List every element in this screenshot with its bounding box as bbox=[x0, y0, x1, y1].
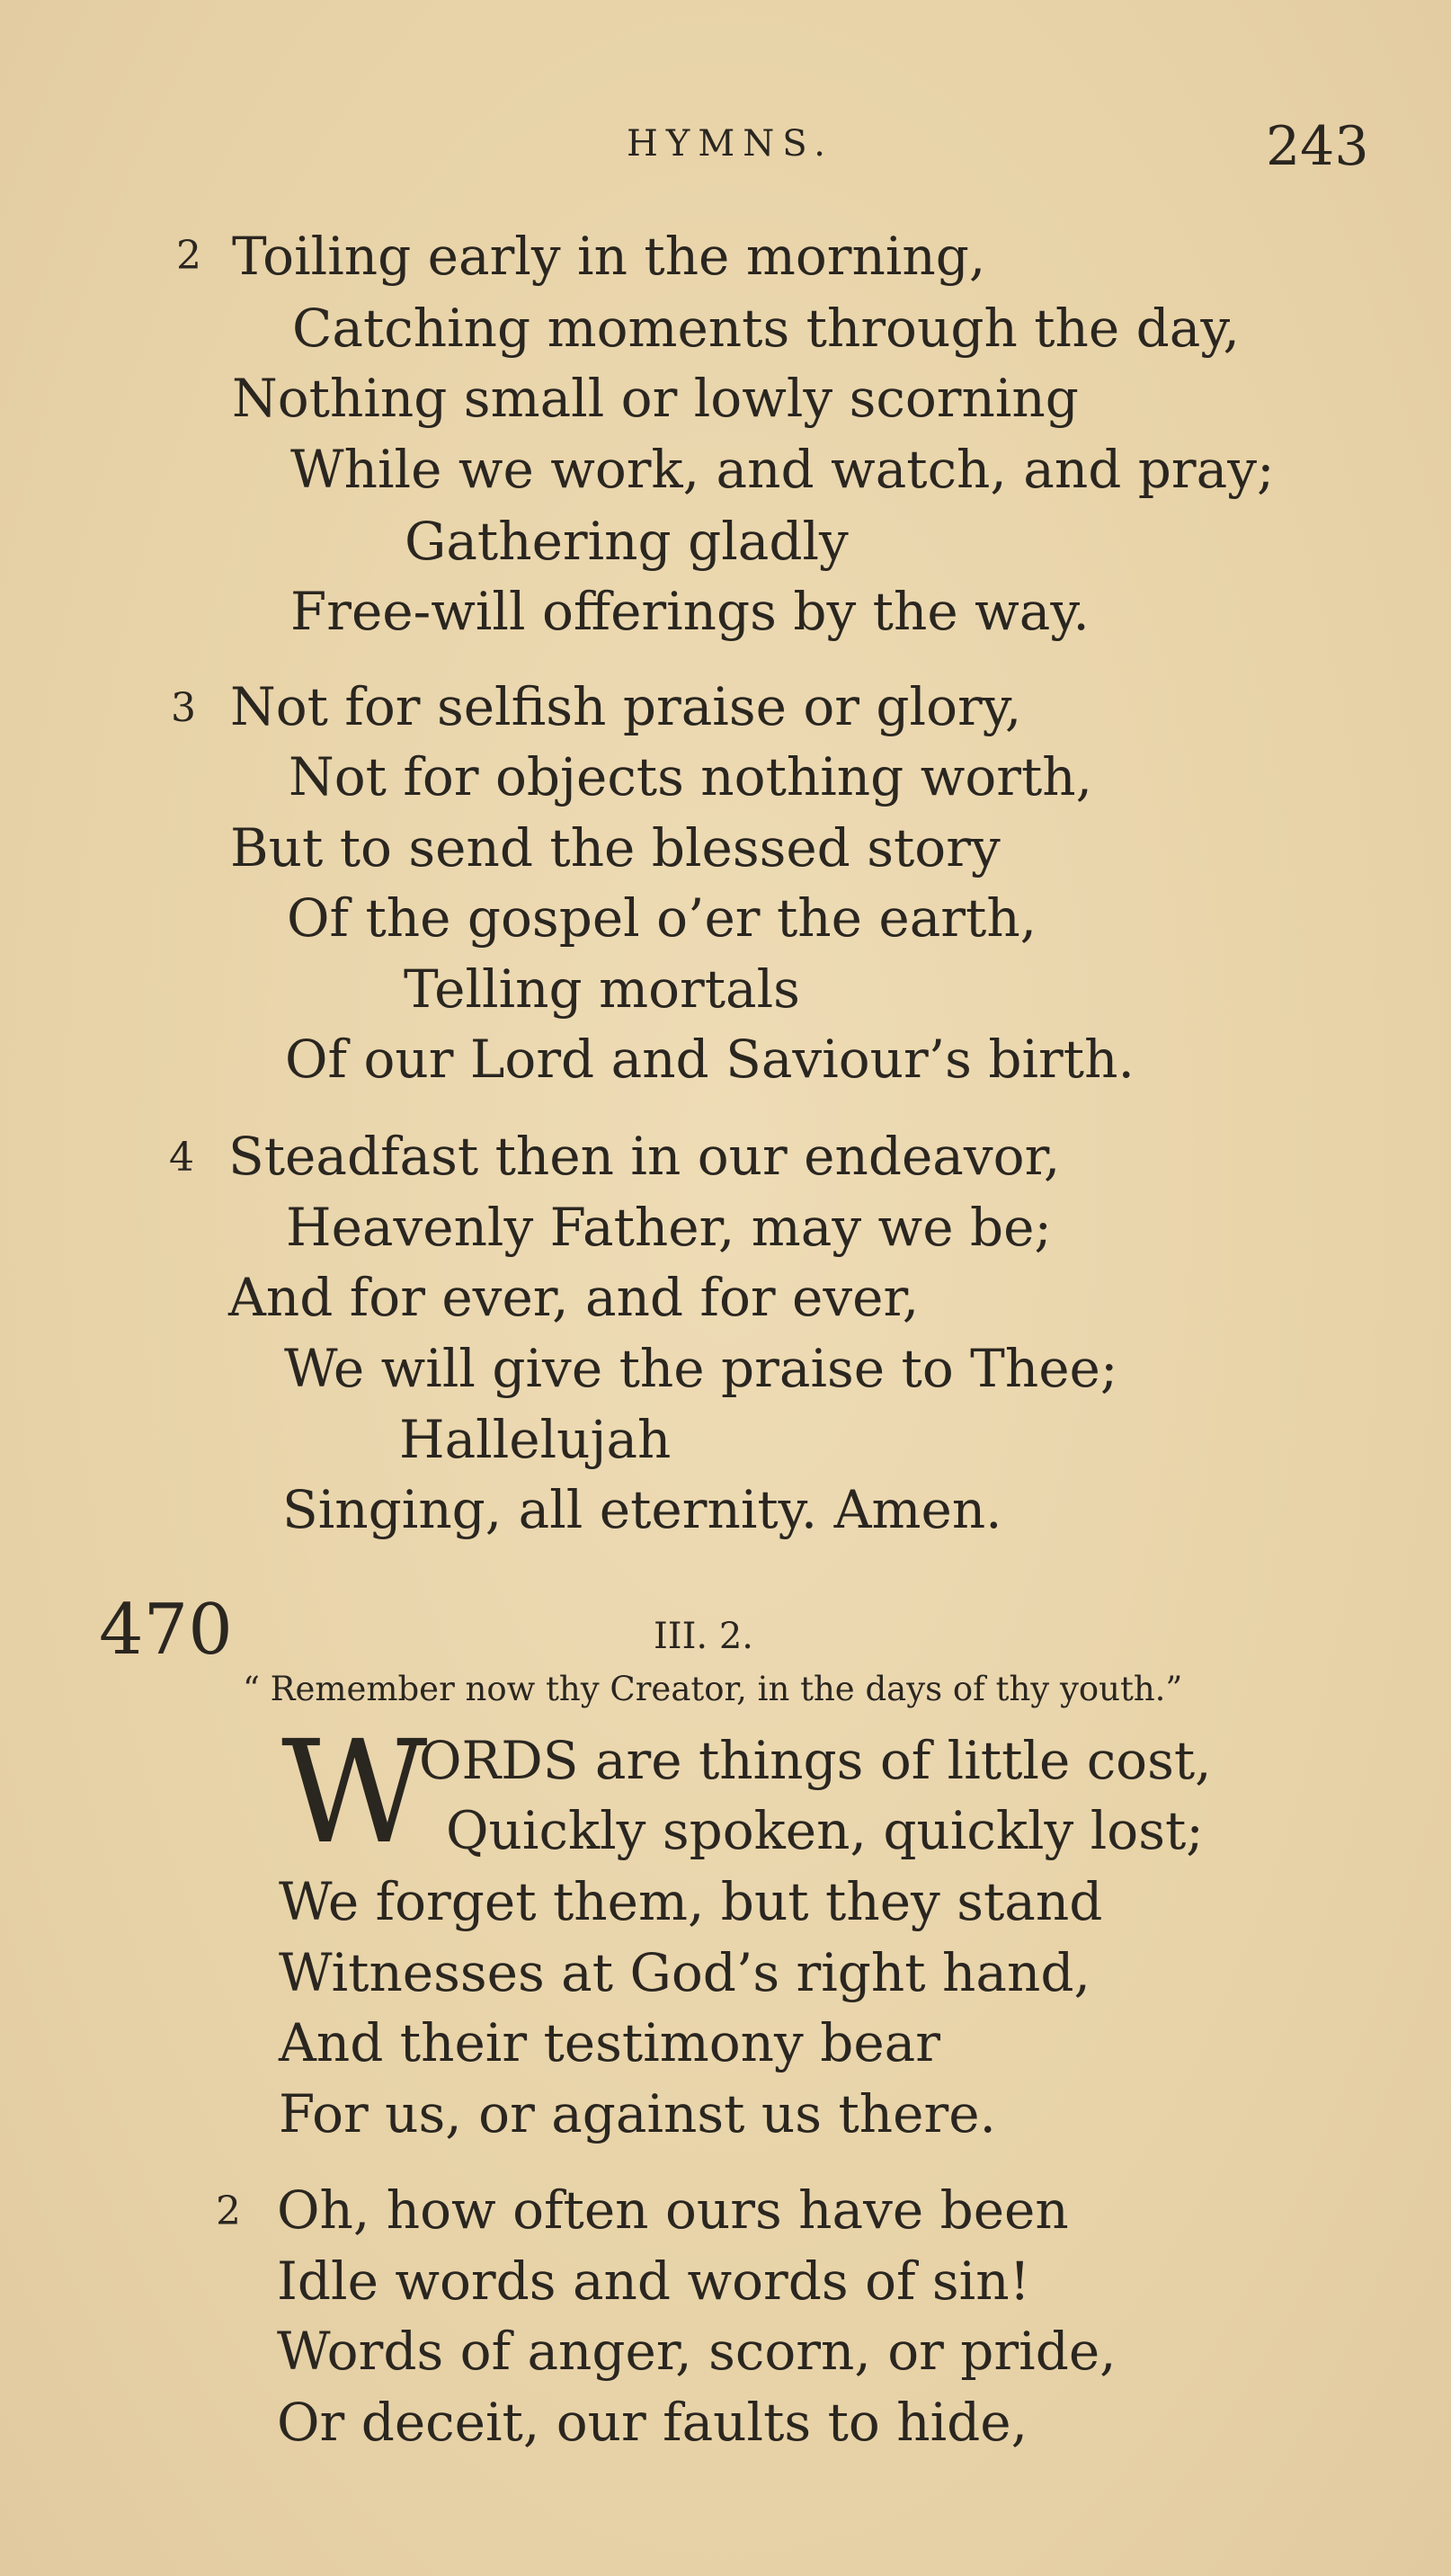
verse-line: And their testimony bear bbox=[279, 2012, 940, 2073]
stanza-number: 2 bbox=[176, 233, 201, 279]
verse-line: Not for objects nothing worth, bbox=[289, 746, 1093, 807]
verse-line: Or deceit, our faults to hide, bbox=[277, 2392, 1028, 2453]
verse-line: Hallelujah bbox=[399, 1409, 672, 1470]
verse-line: Steadfast then in our endeavor, bbox=[228, 1126, 1061, 1187]
scripture-epigraph: “ Remember now thy Creator, in the days of thy youth.” bbox=[243, 1670, 1183, 1708]
stanza-number: 3 bbox=[171, 685, 196, 731]
verse-line: Catching moments through the day, bbox=[292, 298, 1240, 359]
verse-line: ORDS are things of little cost, bbox=[419, 1730, 1212, 1791]
running-head: HYMNS. bbox=[627, 123, 833, 165]
verse-line: Words of anger, scorn, or pride, bbox=[277, 2321, 1117, 2382]
verse-line: But to send the blessed story bbox=[230, 817, 1001, 878]
hymn-number: 470 bbox=[99, 1590, 233, 1671]
verse-line: Witnesses at God’s right hand, bbox=[279, 1942, 1090, 2003]
drop-cap: W bbox=[281, 1710, 428, 1876]
verse-line: Telling mortals bbox=[404, 958, 800, 1020]
verse-line: Not for selfish praise or glory, bbox=[230, 676, 1022, 737]
verse-line: While we work, and watch, and pray; bbox=[290, 439, 1275, 500]
verse-line: We will give the praise to Thee; bbox=[284, 1338, 1118, 1399]
verse-line: Oh, how often ours have been bbox=[277, 2179, 1069, 2241]
verse-line: Of the gospel o’er the earth, bbox=[287, 887, 1037, 949]
verse-line: Gathering gladly bbox=[405, 511, 849, 572]
verse-line: Quickly spoken, quickly lost; bbox=[446, 1800, 1204, 1861]
hymn-meter: III. 2. bbox=[654, 1616, 753, 1657]
verse-line: For us, or against us there. bbox=[279, 2083, 996, 2144]
verse-line: Idle words and words of sin! bbox=[277, 2251, 1030, 2312]
verse-line: Toiling early in the morning, bbox=[232, 226, 986, 287]
verse-line: We forget them, but they stand bbox=[279, 1871, 1103, 1932]
verse-line: Free-will offerings by the way. bbox=[290, 581, 1090, 642]
verse-line: Heavenly Father, may we be; bbox=[286, 1197, 1052, 1258]
verse-line: Nothing small or lowly scorning bbox=[232, 368, 1079, 429]
verse-line: Of our Lord and Saviour’s birth. bbox=[285, 1029, 1135, 1090]
stanza-number: 4 bbox=[169, 1135, 194, 1181]
verse-line: Singing, all eternity. Amen. bbox=[282, 1479, 1002, 1540]
stanza-number: 2 bbox=[216, 2188, 241, 2234]
page-number: 243 bbox=[1266, 115, 1369, 178]
verse-line: And for ever, and for ever, bbox=[228, 1267, 920, 1328]
